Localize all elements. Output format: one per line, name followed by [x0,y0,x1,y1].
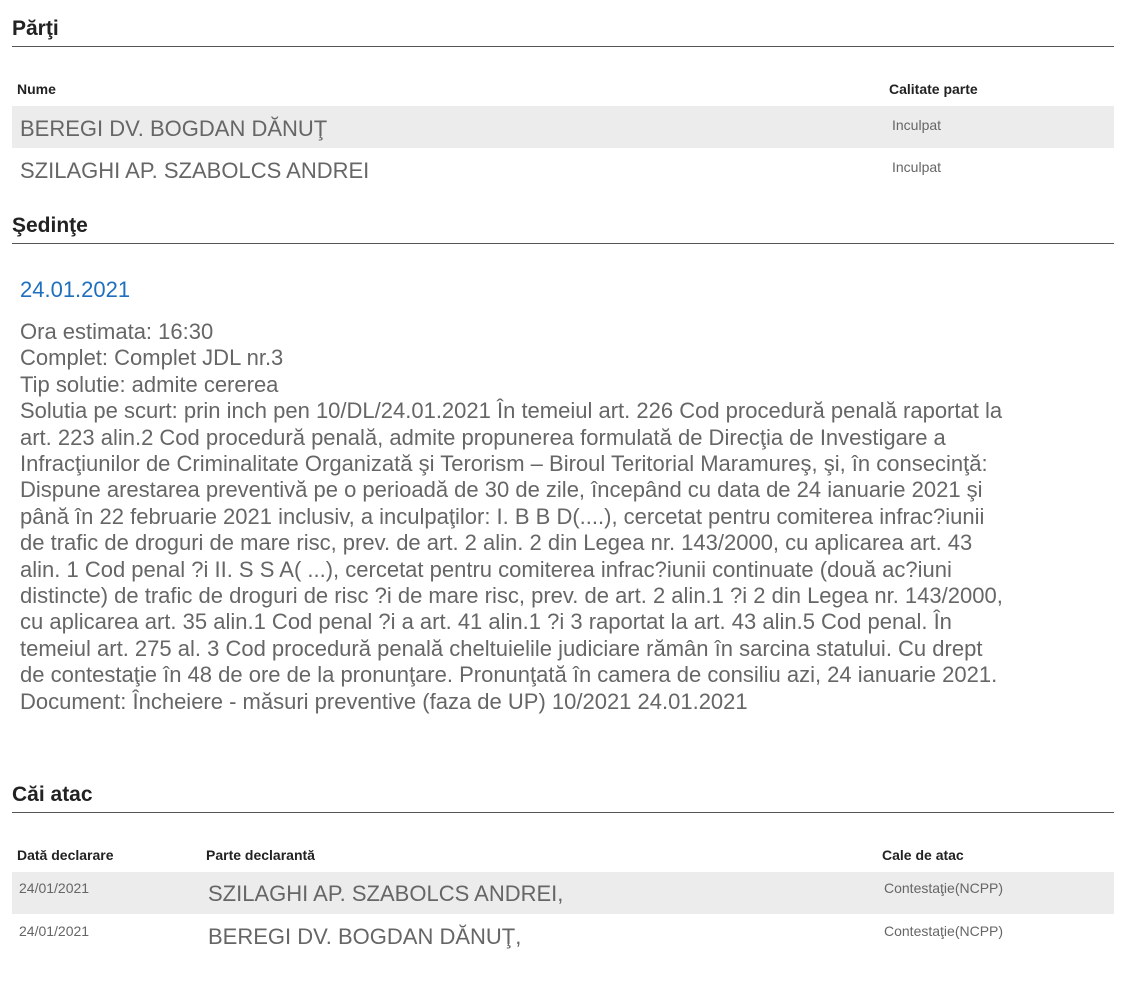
parti-section-title: Părţi [12,17,59,40]
hearing-detail-line: distincte) de trafic de droguri de risc ?i de mare risc, prev. de art. 2 alin.1 ?i 2 din Legea nr. 143/2000, [20,583,1003,609]
sedinte-section-title: Şedinţe [12,214,88,237]
hearing-detail-line: Infracţiunilor de Criminalitate Organizată şi Terorism – Biroul Teritorial Maramureş, şi, în consecinţă: [20,451,988,477]
parti-table-row [12,148,1114,190]
hearing-detail-line: Solutia pe scurt: prin inch pen 10/DL/24.01.2021 În temeiul art. 226 Cod procedură penală raportat la [20,398,1003,424]
parti-table-row [12,106,1114,148]
cai-atac-section-title: Căi atac [12,783,93,806]
declaration-date: 24/01/2021 [19,923,90,939]
hearing-detail-line: alin. 1 Cod penal ?i II. S S A( ...), cercetat pentru comiterea infrac?iunii continuate (două ac?iuni [20,556,952,582]
cai-atac-col-type-header: Cale de atac [882,847,964,863]
hearing-detail-line: de trafic de droguri de mare risc, prev. de art. 2 alin. 2 din Legea nr. 143/2000, cu aplicarea art. 43 [20,530,973,556]
hearing-detail-line: temeiul art. 275 al. 3 Cod procedură penală cheltuielile judiciare rămân în sarcina statului. Cu drept [20,635,983,661]
hearing-detail-line: de contestaţie în 48 de ore de la pronunţare. Pronunţată în camera de consiliu azi, 24 ianuarie 2021. [20,662,998,688]
hearing-detail-line: art. 223 alin.2 Cod procedură penală, admite propunerea formulată de Direcţia de Investigare a [20,424,946,450]
parti-col-role-header: Calitate parte [889,81,978,97]
cai-atac-table-row [12,872,1114,914]
cai-atac-col-party-header: Parte declarantă [206,847,315,863]
party-name: BEREGI DV. BOGDAN DĂNUŢ [20,116,328,141]
hearing-detail-line: Complet: Complet JDL nr.3 [20,345,284,371]
cai-atac-table-row [12,915,1114,957]
party-name: SZILAGHI AP. SZABOLCS ANDREI [20,158,370,183]
hearing-detail-line: Ora estimata: 16:30 [20,319,214,344]
hearing-detail-line: Tip solutie: admite cererea [20,371,279,397]
declaring-party: BEREGI DV. BOGDAN DĂNUŢ, [208,924,522,949]
party-role: Inculpat [892,159,942,175]
hearing-detail-line: cu aplicarea art. 35 alin.1 Cod penal ?i a art. 41 alin.1 ?i 3 raportat la art. 43 alin.5 Cod penal. În [20,609,952,635]
appeal-type: Contestaţie(NCPP) [884,880,1004,896]
hearing-detail-line: Dispune arestarea preventivă pe o perioadă de 30 de zile, începând cu data de 24 ianuarie 2021 şi [20,477,983,503]
hearing-detail-line: până în 22 februarie 2021 inclusiv, a inculpaţilor: I. B B D(....), cercetat pentru comiterea infrac?iunii [20,503,985,529]
hearing-date: 24.01.2021 [20,277,131,302]
party-role: Inculpat [892,117,942,133]
sedinte-divider [12,243,1114,244]
cai-atac-col-date-header: Dată declarare [17,847,114,863]
hearing-document-line: Document: Încheiere - măsuri preventive (faza de UP) 10/2021 24.01.2021 [20,688,748,714]
parti-divider [12,46,1114,47]
appeal-type: Contestaţie(NCPP) [884,923,1004,939]
declaring-party: SZILAGHI AP. SZABOLCS ANDREI, [208,881,564,906]
cai-atac-divider [12,812,1114,813]
parti-col-name-header: Nume [17,81,56,97]
hearing-details [20,319,1115,715]
declaration-date: 24/01/2021 [19,880,90,896]
